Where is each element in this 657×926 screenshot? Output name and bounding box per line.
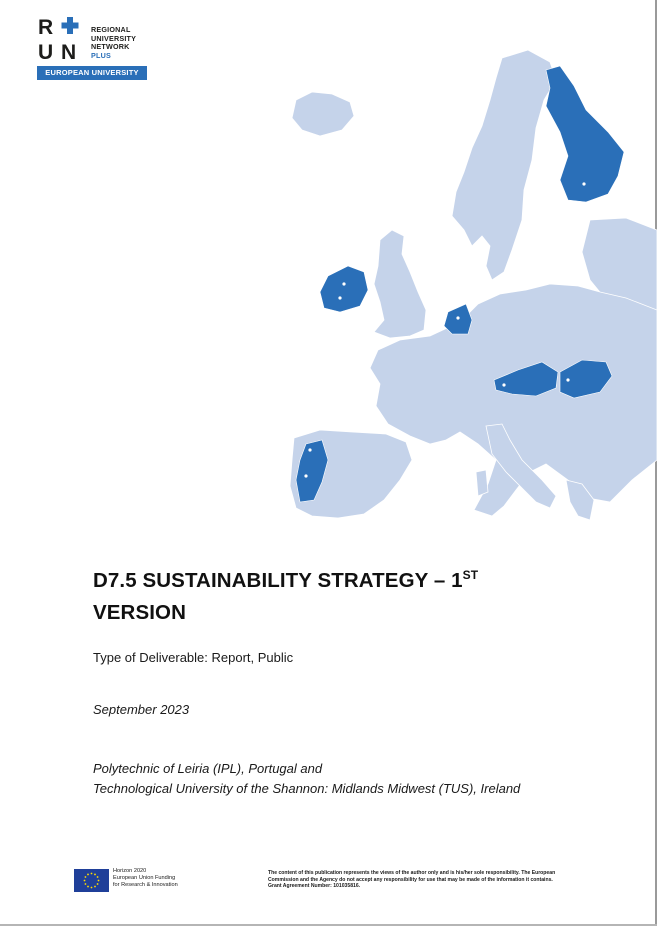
map-marker-finland — [582, 182, 585, 185]
map-marker-ireland-2 — [338, 296, 341, 299]
logo-plus-icon — [62, 17, 79, 34]
eu-star — [91, 873, 93, 875]
eu-disclaimer — [268, 870, 598, 890]
logo-line-plus: PLUS — [91, 50, 111, 60]
map-scandinavia — [452, 50, 556, 280]
map-great-britain — [374, 230, 426, 338]
eu-funding-text — [113, 868, 178, 888]
eu-star — [87, 874, 89, 876]
run-logo-mark-icon — [37, 14, 85, 62]
eu-star — [84, 880, 86, 882]
map-marker-hungary — [566, 378, 569, 381]
map-finland — [546, 66, 624, 202]
logo-wordmark — [91, 26, 136, 60]
eu-star — [94, 886, 96, 888]
eu-funding-line-1: Horizon 2020 — [113, 868, 147, 874]
logo-letter-n: N — [61, 41, 77, 62]
deliverable-type: Type of Deliverable: Report, Public — [93, 650, 294, 665]
publication-date: September 2023 — [93, 702, 190, 717]
map-marker-portugal-1 — [308, 448, 311, 451]
disclaimer-line-1: The content of this publication represents the views of the author only and is his/her sole responsibility. The European — [268, 870, 556, 876]
eu-star — [87, 886, 89, 888]
logo-letter-u: U — [38, 41, 54, 62]
eu-star — [85, 876, 87, 878]
logo-line-network: NETWORK — [91, 42, 130, 52]
map-sardinia — [476, 470, 488, 496]
eu-star — [85, 883, 87, 885]
eu-star — [91, 887, 93, 889]
authors — [93, 759, 520, 798]
disclaimer-line-3: Grant Agreement Number: 101035816. — [268, 883, 361, 890]
disclaimer-line-2: Commission and the Agency do not accept any responsibility for use that may be made of the information it contains. — [268, 876, 553, 883]
europe-map — [260, 40, 657, 530]
logo-band-european-university: EUROPEAN UNIVERSITY — [37, 66, 147, 80]
run-eu-logo — [37, 14, 147, 82]
logo-line-regional: REGIONAL — [91, 25, 131, 34]
title-line-1 — [93, 565, 478, 597]
author-line-2: Technological University of the Shannon: Midlands Midwest (TUS), Ireland — [93, 780, 521, 796]
map-ireland — [320, 266, 368, 312]
eu-star — [97, 876, 99, 878]
author-line-1: Polytechnic of Leiria (IPL), Portugal and — [93, 761, 323, 776]
title-main: D7.5 SUSTAINABILITY STRATEGY – 1 — [93, 569, 463, 592]
map-iceland — [292, 92, 354, 136]
logo-letter-r: R — [38, 16, 54, 39]
eu-flag-icon — [74, 869, 109, 892]
eu-funding-line-2: European Union Funding — [113, 874, 176, 881]
map-marker-ireland-1 — [342, 282, 345, 285]
eu-funding-line-3: for Research & Innovation — [113, 881, 178, 888]
eu-star — [98, 880, 100, 882]
document-title — [93, 565, 478, 629]
map-marker-austria — [502, 383, 505, 386]
eu-star — [94, 874, 96, 876]
eu-star — [97, 883, 99, 885]
logo-line-university: UNIVERSITY — [91, 33, 137, 43]
map-marker-portugal-2 — [304, 474, 307, 477]
title-line-2: VERSION — [93, 601, 186, 624]
map-marker-netherlands — [456, 316, 459, 319]
title-sup: ST — [462, 568, 479, 583]
